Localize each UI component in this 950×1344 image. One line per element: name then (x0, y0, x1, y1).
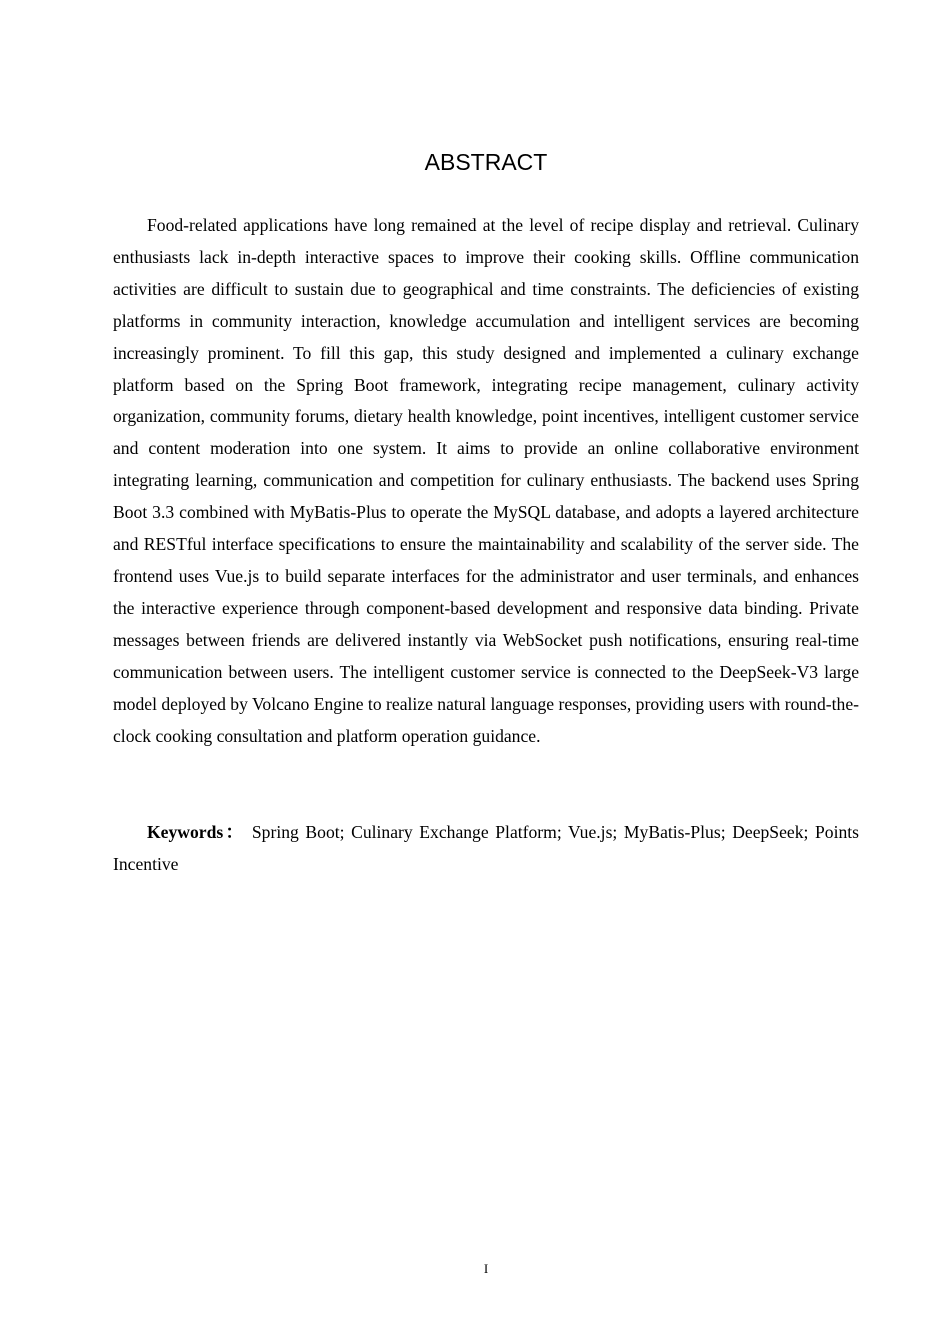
abstract-title: ABSTRACT (424, 149, 548, 175)
abstract-paragraph: Food-related applications have long remained at the level of recipe display and retrieval. Culinary enthusiasts lack in-depth interactive spaces to improve their cooking skills. Offline communication activities are difficult to sustain due to geographical and time constraints. The deficiencies of existing platforms in community interaction, knowledge accumulation and intelligent services are becoming increasingly prominent. To fill this gap, this study designed and implemented a culinary exchange platform based on the Spring Boot framework, integrating recipe management, culinary activity organization, community forums, dietary health knowledge, point incentives, intelligent customer service and content moderation into one system. It aims to provide an online collaborative environment integrating learning, communication and competition for culinary enthusiasts. The backend uses Spring Boot 3.3 combined with MyBatis-Plus to operate the MySQL database, and adopts a layered architecture and RESTful interface specifications to ensure the maintainability and scalability of the server side. The frontend uses Vue.js to build separate interfaces for the administrator and user terminals, and enhances the interactive experience through component-based development and responsive data binding. Private messages between friends are delivered instantly via WebSocket push notifications, ensuring real-time communication between users. The intelligent customer service is connected to the DeepSeek-V3 large model deployed by Volcano Engine to realize natural language responses, providing users with round-the-clock cooking consultation and platform operation guidance. (113, 215, 859, 746)
keywords-text: Spring Boot; Culinary Exchange Platform; Vue.js; MyBatis-Plus; DeepSeek; Points Incentive (113, 822, 860, 874)
keywords-label: Keywords： (147, 822, 246, 842)
page-number: I (483, 1261, 489, 1276)
keywords-line (113, 817, 859, 881)
